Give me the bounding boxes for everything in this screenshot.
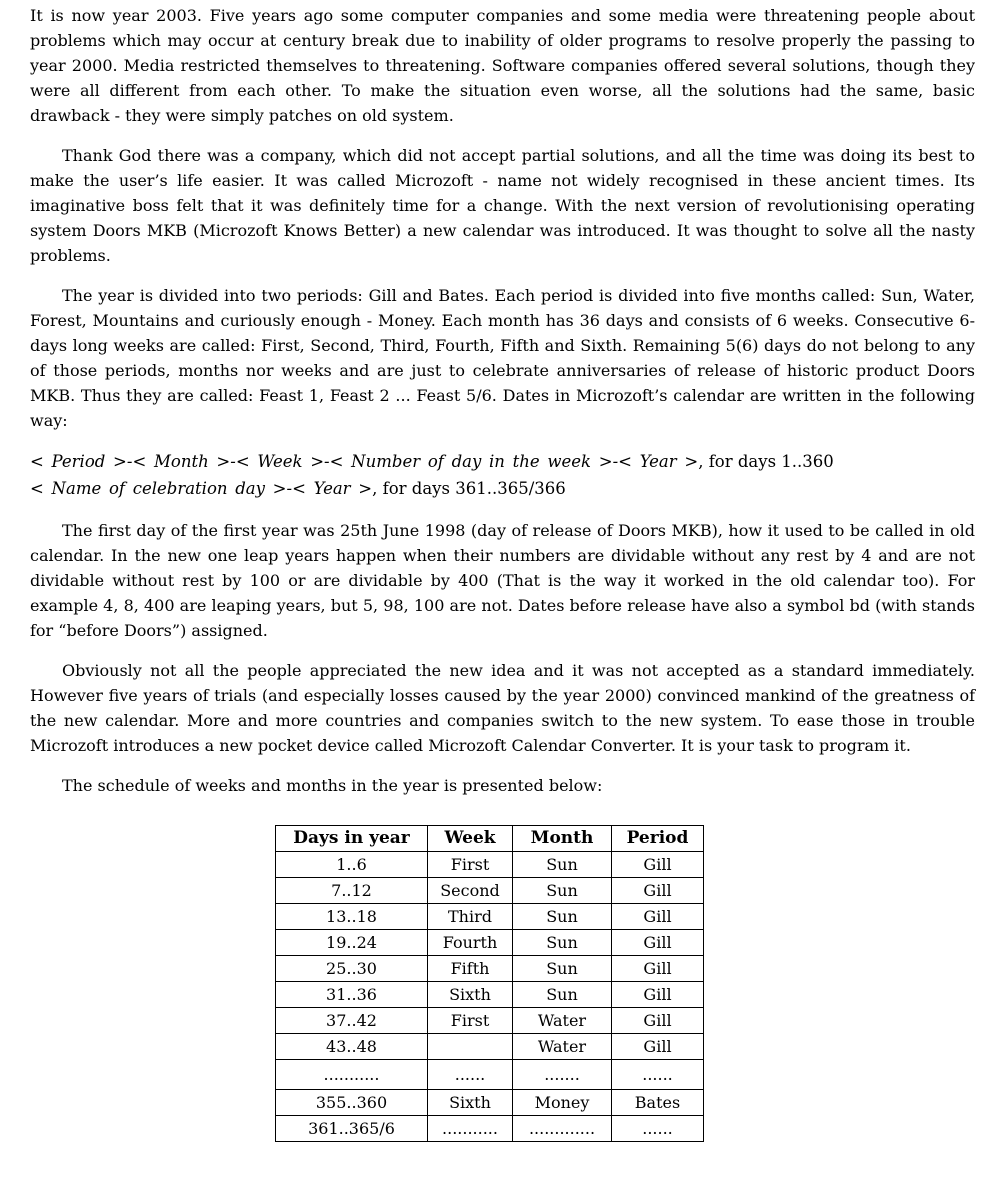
- table-row: [276, 930, 704, 956]
- table-cell-days: 361..365/6: [276, 1116, 428, 1142]
- paragraph-converter-task: Obviously not all the people appreciated the new idea and it was not accepted as a standard immediately. However five years of trials (and especially losses caused by the year 2000) convinced mankind of the greatness of the new calendar. More and more countries and companies switch to the new system. To ease those in trouble Microzoft introduces a new pocket device called Microzoft Calendar Converter. It is your task to program it.: [30, 661, 975, 755]
- date-format-line-2-note: , for days 361..365/366: [372, 479, 566, 498]
- table-cell-period: Gill: [612, 982, 704, 1008]
- table-cell-week: Second: [428, 878, 513, 904]
- paragraph-intro-y2k: It is now year 2003. Five years ago some computer companies and some media were threatening people about problems which may occur at century break due to inability of older programs to resolve properly the passing to year 2000. Media restricted themselves to threatening. Software companies offered several solutions, though they were all different from each other. To make the situation even worse, all the solutions had the same, basic drawback - they were simply patches on old system.: [30, 6, 975, 125]
- table-cell-days: 355..360: [276, 1090, 428, 1116]
- table-row: [276, 904, 704, 930]
- paragraph-microzoft: Thank God there was a company, which did not accept partial solutions, and all the time was doing its best to make the user’s life easier. It was called Microzoft - name not widely recognised in these ancient times. Its imaginative boss felt that it was definitely time for a change. With the next version of revolutionising operating system Doors MKB (Microzoft Knows Better) a new calendar was introduced. It was thought to solve all the nasty problems.: [30, 146, 975, 265]
- table-cell-week: First: [428, 852, 513, 878]
- table-cell-period: Gill: [612, 1034, 704, 1060]
- paragraph-first-day-leap-years: The first day of the first year was 25th June 1998 (day of release of Doors MKB), how it used to be called in old calendar. In the new one leap years happen when their numbers are dividable without any rest by 4 and are not dividable without rest by 100 or are dividable by 400 (That is the way it worked in the old calendar too). For example 4, 8, 400 are leaping years, but 5, 98, 100 are not. Dates before release have also a symbol bd (with stands for “before Doors”) assigned.: [30, 521, 975, 640]
- table-row: [276, 1034, 704, 1060]
- table-cell-week: Third: [428, 904, 513, 930]
- table-cell-days: ...........: [276, 1060, 428, 1090]
- table-cell-period: Gill: [612, 878, 704, 904]
- table-header-days-in-year: Days in year: [276, 826, 428, 852]
- table-cell-week: Sixth: [428, 1090, 513, 1116]
- table-cell-month: Sun: [513, 878, 612, 904]
- table-row-ellipsis: [276, 1060, 704, 1090]
- table-row: [276, 1090, 704, 1116]
- table-cell-days: 43..48: [276, 1034, 428, 1060]
- table-cell-period: Bates: [612, 1090, 704, 1116]
- date-format-spec: [30, 448, 975, 502]
- date-format-line-1-note: , for days 1..360: [698, 452, 834, 471]
- paragraph-schedule-intro: The schedule of weeks and months in the year is presented below:: [62, 776, 603, 795]
- table-cell-month: .............: [513, 1116, 612, 1142]
- table-cell-month: Sun: [513, 956, 612, 982]
- table-header-month: Month: [513, 826, 612, 852]
- date-format-line-2-pattern: < Name of celebration day >-< Year >: [30, 479, 373, 498]
- table-cell-period: Gill: [612, 904, 704, 930]
- table-cell-month: Water: [513, 1034, 612, 1060]
- table-cell-week: ...........: [428, 1116, 513, 1142]
- table-header-week: Week: [428, 826, 513, 852]
- table-cell-period: ......: [612, 1116, 704, 1142]
- table-cell-month: Sun: [513, 852, 612, 878]
- table-cell-days: 1..6: [276, 852, 428, 878]
- schedule-table: [275, 825, 704, 1142]
- table-row: [276, 956, 704, 982]
- date-format-line-2: [30, 475, 975, 502]
- table-cell-days: 25..30: [276, 956, 428, 982]
- table-cell-days: 7..12: [276, 878, 428, 904]
- table-cell-period: Gill: [612, 852, 704, 878]
- table-cell-period: Gill: [612, 930, 704, 956]
- table-cell-week: First: [428, 1008, 513, 1034]
- table-header-period: Period: [612, 826, 704, 852]
- table-cell-month: .......: [513, 1060, 612, 1090]
- table-header-row: [276, 826, 704, 852]
- table-cell-period: Gill: [612, 956, 704, 982]
- table-cell-week: Fourth: [428, 930, 513, 956]
- table-cell-period: ......: [612, 1060, 704, 1090]
- table-cell-month: Sun: [513, 904, 612, 930]
- table-cell-period: Gill: [612, 1008, 704, 1034]
- table-cell-week: Fifth: [428, 956, 513, 982]
- table-row: [276, 852, 704, 878]
- paragraph-calendar-structure: The year is divided into two periods: Gill and Bates. Each period is divided into five months called: Sun, Water, Forest, Mountains and curiously enough - Money. Each month has 36 days and consists of 6 weeks. Consecutive 6-days long weeks are called: First, Second, Third, Fourth, Fifth and Sixth. Remaining 5(6) days do not belong to any of those periods, months nor weeks and are just to celebrate anniversaries of release of historic product Doors MKB. Thus they are called: Feast 1, Feast 2 ... Feast 5/6. Dates in Microzoft’s calendar are written in the following way:: [30, 286, 975, 430]
- table-cell-month: Sun: [513, 982, 612, 1008]
- table-cell-days: 37..42: [276, 1008, 428, 1034]
- table-cell-days: 13..18: [276, 904, 428, 930]
- table-row-celebration-days: [276, 1116, 704, 1142]
- table-cell-month: Water: [513, 1008, 612, 1034]
- table-cell-days: 31..36: [276, 982, 428, 1008]
- table-row: [276, 878, 704, 904]
- date-format-line-1-pattern: < Period >-< Month >-< Week >-< Number of day in the week >-< Year >: [30, 452, 699, 471]
- table-cell-week: ......: [428, 1060, 513, 1090]
- date-format-line-1: [30, 448, 975, 475]
- table-cell-week: [428, 1034, 513, 1060]
- table-cell-week: Sixth: [428, 982, 513, 1008]
- table-cell-month: Money: [513, 1090, 612, 1116]
- table-cell-days: 19..24: [276, 930, 428, 956]
- table-cell-month: Sun: [513, 930, 612, 956]
- table-row: [276, 982, 704, 1008]
- table-row: [276, 1008, 704, 1034]
